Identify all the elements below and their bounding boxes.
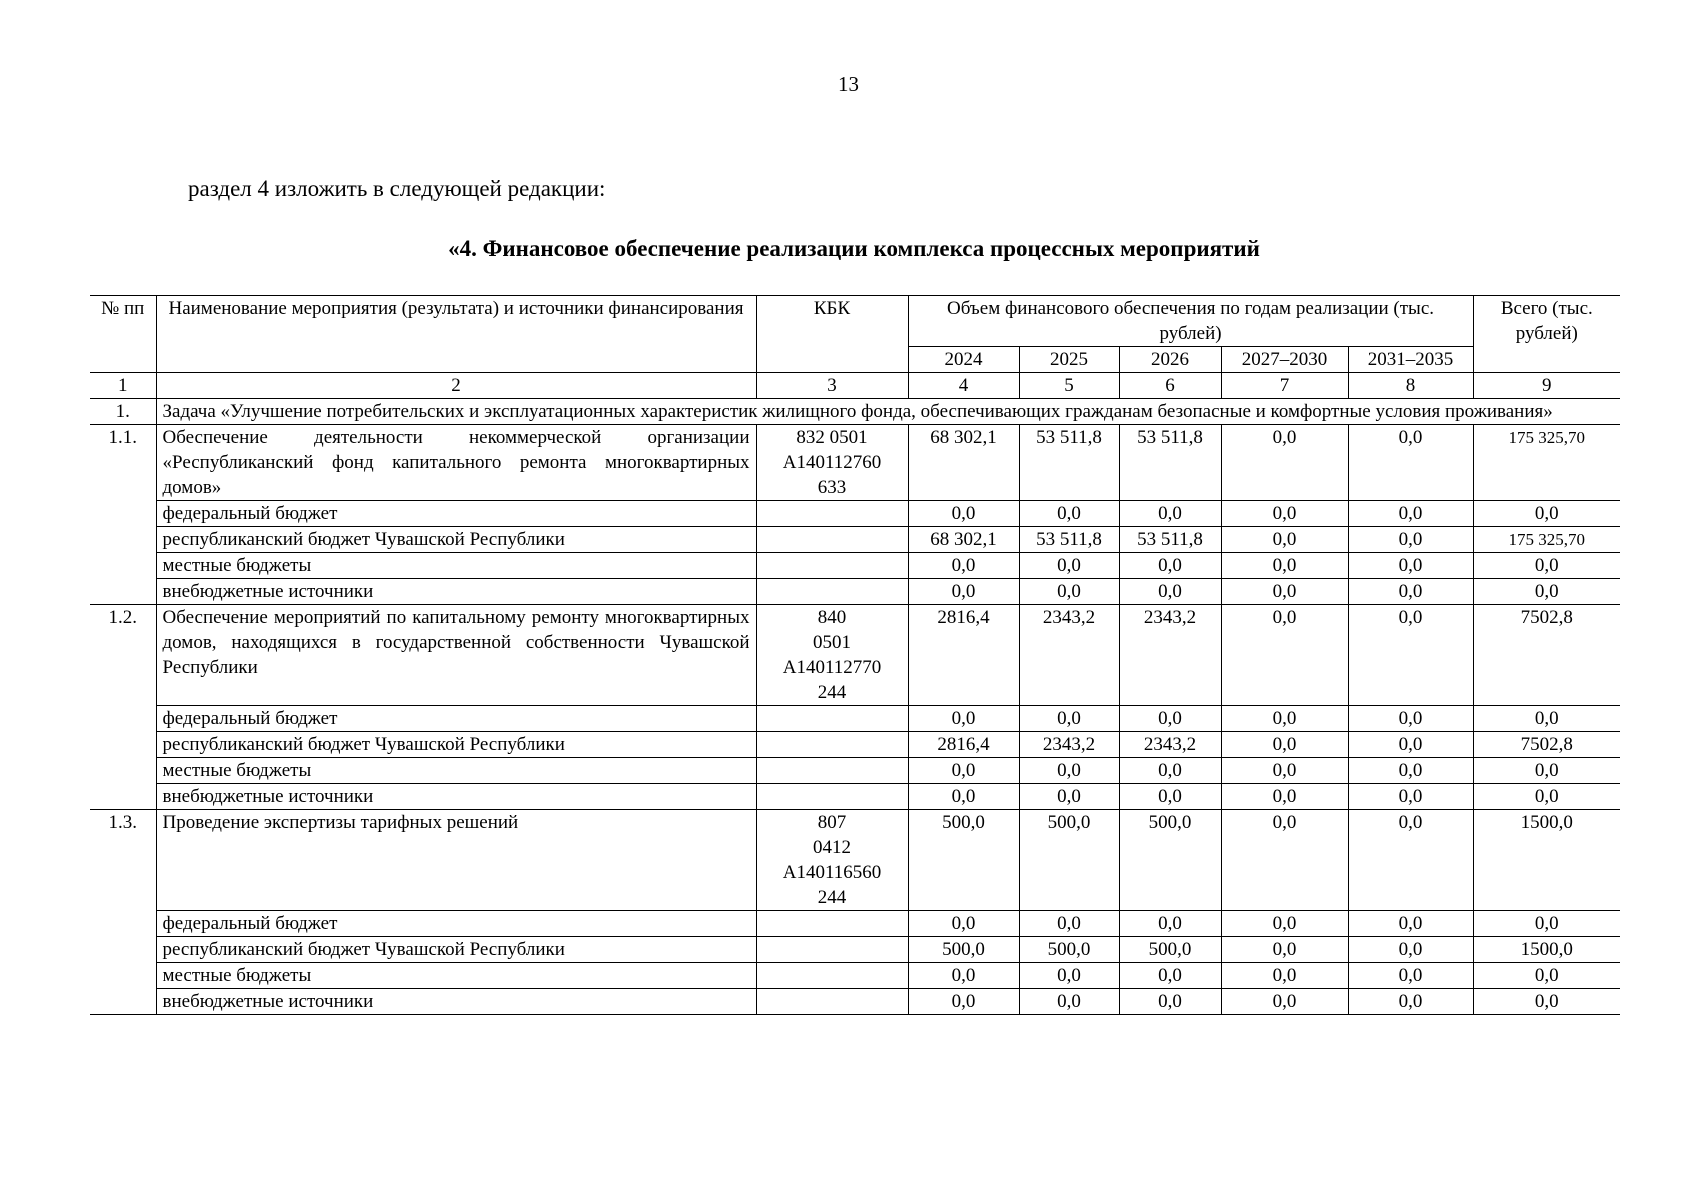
value-cell: 0,0 <box>1019 758 1119 784</box>
total-cell: 0,0 <box>1473 579 1620 605</box>
source-name: республиканский бюджет Чувашской Республики <box>156 937 756 963</box>
header-kbk: КБК <box>756 296 908 373</box>
value-cell: 0,0 <box>1019 579 1119 605</box>
value-cell: 0,0 <box>1348 579 1473 605</box>
value-cell: 0,0 <box>1348 989 1473 1015</box>
kbk-empty <box>756 758 908 784</box>
task-row <box>90 399 1620 425</box>
value-cell: 2343,2 <box>1019 732 1119 758</box>
value-cell: 0,0 <box>908 553 1019 579</box>
column-number: 4 <box>908 373 1019 399</box>
source-name: республиканский бюджет Чувашской Республики <box>156 527 756 553</box>
value-cell: 2816,4 <box>908 732 1019 758</box>
column-number: 9 <box>1473 373 1620 399</box>
header-year: 2031–2035 <box>1348 347 1473 373</box>
value-cell: 0,0 <box>1221 425 1348 501</box>
value-cell: 0,0 <box>908 501 1019 527</box>
source-row <box>90 501 1620 527</box>
source-row <box>90 963 1620 989</box>
value-cell: 0,0 <box>1119 553 1221 579</box>
value-cell: 0,0 <box>1348 527 1473 553</box>
value-cell: 2816,4 <box>908 605 1019 706</box>
value-cell: 53 511,8 <box>1019 527 1119 553</box>
value-cell: 0,0 <box>1119 758 1221 784</box>
value-cell: 0,0 <box>908 706 1019 732</box>
kbk-empty <box>756 989 908 1015</box>
header-year: 2027–2030 <box>1221 347 1348 373</box>
task-num: 1. <box>90 399 156 425</box>
column-numbers-row <box>90 373 1620 399</box>
financing-table <box>90 295 1620 1015</box>
kbk-empty <box>756 579 908 605</box>
total-cell: 0,0 <box>1473 911 1620 937</box>
measure-kbk: 832 0501 А140112760 633 <box>756 425 908 501</box>
task-text: Задача «Улучшение потребительских и эксплуатационных характеристик жилищного фонда, обеспечивающих гражданам безопасные и комфортные условия проживания» <box>156 399 1620 425</box>
header-year: 2024 <box>908 347 1019 373</box>
value-cell: 500,0 <box>1019 937 1119 963</box>
column-number: 6 <box>1119 373 1221 399</box>
value-cell: 53 511,8 <box>1119 425 1221 501</box>
value-cell: 0,0 <box>1119 501 1221 527</box>
measure-kbk: 807 0412 А140116560 244 <box>756 810 908 911</box>
source-name: местные бюджеты <box>156 963 756 989</box>
source-name: внебюджетные источники <box>156 784 756 810</box>
source-row <box>90 989 1620 1015</box>
column-number: 8 <box>1348 373 1473 399</box>
source-row <box>90 527 1620 553</box>
measure-row <box>90 605 1620 706</box>
value-cell: 0,0 <box>1348 810 1473 911</box>
value-cell: 0,0 <box>908 579 1019 605</box>
value-cell: 0,0 <box>1348 963 1473 989</box>
total-cell: 175 325,70 <box>1473 425 1620 501</box>
value-cell: 500,0 <box>908 810 1019 911</box>
total-cell: 1500,0 <box>1473 937 1620 963</box>
value-cell: 0,0 <box>1348 605 1473 706</box>
value-cell: 68 302,1 <box>908 425 1019 501</box>
value-cell: 0,0 <box>1348 911 1473 937</box>
value-cell: 0,0 <box>1221 732 1348 758</box>
header-num: № пп <box>90 296 156 373</box>
value-cell: 0,0 <box>1221 758 1348 784</box>
source-name: федеральный бюджет <box>156 911 756 937</box>
value-cell: 0,0 <box>1019 963 1119 989</box>
kbk-empty <box>756 501 908 527</box>
total-cell: 1500,0 <box>1473 810 1620 911</box>
column-number: 3 <box>756 373 908 399</box>
value-cell: 0,0 <box>1348 937 1473 963</box>
total-cell: 175 325,70 <box>1473 527 1620 553</box>
measure-row <box>90 425 1620 501</box>
source-row <box>90 784 1620 810</box>
total-cell: 7502,8 <box>1473 732 1620 758</box>
total-cell: 0,0 <box>1473 501 1620 527</box>
intro-text: раздел 4 изложить в следующей редакции: <box>188 176 606 201</box>
value-cell: 0,0 <box>1221 911 1348 937</box>
value-cell: 0,0 <box>1119 989 1221 1015</box>
kbk-empty <box>756 963 908 989</box>
total-cell: 0,0 <box>1473 758 1620 784</box>
value-cell: 2343,2 <box>1119 605 1221 706</box>
value-cell: 500,0 <box>908 937 1019 963</box>
header-year: 2026 <box>1119 347 1221 373</box>
value-cell: 0,0 <box>1221 706 1348 732</box>
measure-name: Обеспечение деятельности некоммерческой организации «Республиканский фонд капитального ремонта многоквартирных домов» <box>156 425 756 501</box>
value-cell: 53 511,8 <box>1019 425 1119 501</box>
measure-num: 1.3. <box>90 810 156 1015</box>
value-cell: 0,0 <box>908 911 1019 937</box>
value-cell: 0,0 <box>1348 758 1473 784</box>
column-number: 5 <box>1019 373 1119 399</box>
total-cell: 0,0 <box>1473 963 1620 989</box>
measure-name: Обеспечение мероприятий по капитальному ремонту многоквартирных домов, находящихся в государственной собственности Чувашской Республики <box>156 605 756 706</box>
total-cell: 0,0 <box>1473 784 1620 810</box>
value-cell: 0,0 <box>1019 553 1119 579</box>
value-cell: 0,0 <box>1221 937 1348 963</box>
column-number: 2 <box>156 373 756 399</box>
source-name: федеральный бюджет <box>156 706 756 732</box>
value-cell: 500,0 <box>1119 810 1221 911</box>
value-cell: 0,0 <box>1119 963 1221 989</box>
measure-kbk: 840 0501 А140112770 244 <box>756 605 908 706</box>
source-row <box>90 758 1620 784</box>
value-cell: 0,0 <box>908 989 1019 1015</box>
total-cell: 7502,8 <box>1473 605 1620 706</box>
value-cell: 0,0 <box>908 784 1019 810</box>
measure-name: Проведение экспертизы тарифных решений <box>156 810 756 911</box>
value-cell: 0,0 <box>1019 911 1119 937</box>
value-cell: 500,0 <box>1019 810 1119 911</box>
value-cell: 0,0 <box>1221 963 1348 989</box>
column-number: 1 <box>90 373 156 399</box>
value-cell: 0,0 <box>1119 706 1221 732</box>
source-row <box>90 937 1620 963</box>
value-cell: 0,0 <box>1221 527 1348 553</box>
column-number: 7 <box>1221 373 1348 399</box>
source-name: местные бюджеты <box>156 758 756 784</box>
value-cell: 0,0 <box>1348 425 1473 501</box>
value-cell: 0,0 <box>1348 732 1473 758</box>
source-name: федеральный бюджет <box>156 501 756 527</box>
source-row <box>90 553 1620 579</box>
value-cell: 0,0 <box>1119 911 1221 937</box>
header-volume: Объем финансового обеспечения по годам реализации (тыс. рублей) <box>908 296 1473 347</box>
value-cell: 0,0 <box>1348 553 1473 579</box>
value-cell: 0,0 <box>1019 784 1119 810</box>
value-cell: 0,0 <box>1221 579 1348 605</box>
header-year: 2025 <box>1019 347 1119 373</box>
measure-row <box>90 810 1620 911</box>
value-cell: 500,0 <box>1119 937 1221 963</box>
source-row <box>90 911 1620 937</box>
total-cell: 0,0 <box>1473 553 1620 579</box>
kbk-empty <box>756 937 908 963</box>
source-row <box>90 579 1620 605</box>
value-cell: 0,0 <box>908 963 1019 989</box>
value-cell: 0,0 <box>1221 989 1348 1015</box>
value-cell: 0,0 <box>1221 553 1348 579</box>
header-name: Наименование мероприятия (результата) и источники финансирования <box>156 296 756 373</box>
section-title: «4. Финансовое обеспечение реализации комплекса процессных мероприятий <box>448 236 1260 261</box>
value-cell: 0,0 <box>908 758 1019 784</box>
value-cell: 0,0 <box>1019 706 1119 732</box>
kbk-empty <box>756 553 908 579</box>
source-name: внебюджетные источники <box>156 989 756 1015</box>
value-cell: 0,0 <box>1221 784 1348 810</box>
header-total: Всего (тыс. рублей) <box>1473 296 1620 373</box>
total-cell: 0,0 <box>1473 989 1620 1015</box>
measure-num: 1.1. <box>90 425 156 605</box>
source-row <box>90 732 1620 758</box>
value-cell: 0,0 <box>1348 784 1473 810</box>
source-name: внебюджетные источники <box>156 579 756 605</box>
kbk-empty <box>756 911 908 937</box>
value-cell: 0,0 <box>1119 579 1221 605</box>
value-cell: 0,0 <box>1019 501 1119 527</box>
kbk-empty <box>756 784 908 810</box>
measure-num: 1.2. <box>90 605 156 810</box>
value-cell: 68 302,1 <box>908 527 1019 553</box>
value-cell: 0,0 <box>1348 706 1473 732</box>
kbk-empty <box>756 527 908 553</box>
value-cell: 53 511,8 <box>1119 527 1221 553</box>
value-cell: 0,0 <box>1221 810 1348 911</box>
value-cell: 0,0 <box>1019 989 1119 1015</box>
page-number: 13 <box>838 72 859 96</box>
source-row <box>90 706 1620 732</box>
kbk-empty <box>756 706 908 732</box>
source-name: республиканский бюджет Чувашской Республики <box>156 732 756 758</box>
value-cell: 0,0 <box>1119 784 1221 810</box>
value-cell: 2343,2 <box>1119 732 1221 758</box>
source-name: местные бюджеты <box>156 553 756 579</box>
total-cell: 0,0 <box>1473 706 1620 732</box>
value-cell: 2343,2 <box>1019 605 1119 706</box>
value-cell: 0,0 <box>1348 501 1473 527</box>
value-cell: 0,0 <box>1221 501 1348 527</box>
value-cell: 0,0 <box>1221 605 1348 706</box>
kbk-empty <box>756 732 908 758</box>
header-row <box>90 296 1620 347</box>
